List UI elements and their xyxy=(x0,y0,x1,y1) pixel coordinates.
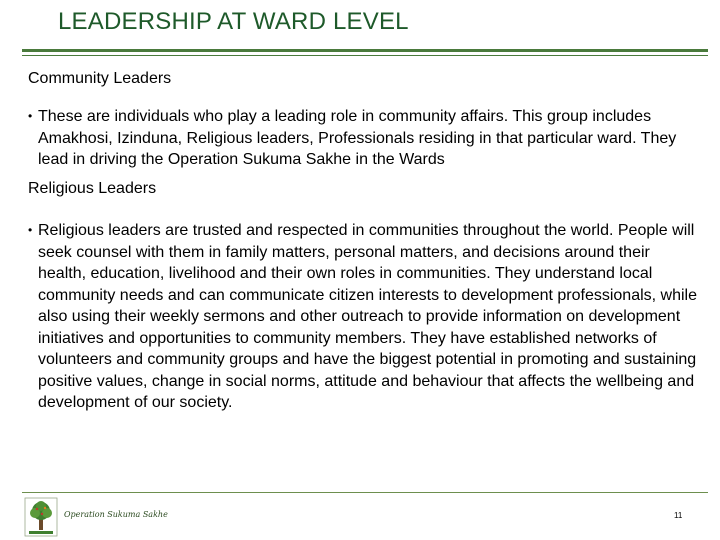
tree-logo-icon xyxy=(24,497,58,537)
section-heading-religious-leaders: Religious Leaders xyxy=(28,180,157,197)
title-divider-thin xyxy=(22,55,708,56)
bullet-religious-leaders xyxy=(28,220,698,414)
bullet-dot-icon: • xyxy=(28,109,33,123)
bullet-text-community-leaders: These are individuals who play a leading role in community affairs. This group includes Amakhosi, Izinduna, Religious leaders, Professionals residing in that particular ward. They lead in driving the Operation Sukuma Sakhe in the Wards xyxy=(38,108,677,168)
slide-title: LEADERSHIP AT WARD LEVEL xyxy=(58,8,409,35)
page-number: 11 xyxy=(674,511,683,520)
bullet-community-leaders xyxy=(28,106,698,171)
section-heading-community-leaders: Community Leaders xyxy=(28,70,172,87)
footer-brand: Operation Sukuma Sakhe xyxy=(64,510,168,519)
title-divider-thick xyxy=(22,49,708,52)
bullet-text-religious-leaders: Religious leaders are trusted and respected in communities throughout the world. People will seek counsel with them in family matters, personal matters, and decisions around their health, education, livelihood and their own roles in communities. They understand local community needs and can communicate citizen interests to development professionals, while also using their weekly sermons and other outreach to provide information on development initiatives and opportunities to community members. They have established networks of volunteers and community groups and have the biggest potential in promoting and sustaining positive values, change in social norms, attitude and behaviour that affects the wellbeing and development of our society. xyxy=(38,222,697,411)
footer-divider xyxy=(22,492,708,493)
bullet-dot-icon: • xyxy=(28,223,33,237)
